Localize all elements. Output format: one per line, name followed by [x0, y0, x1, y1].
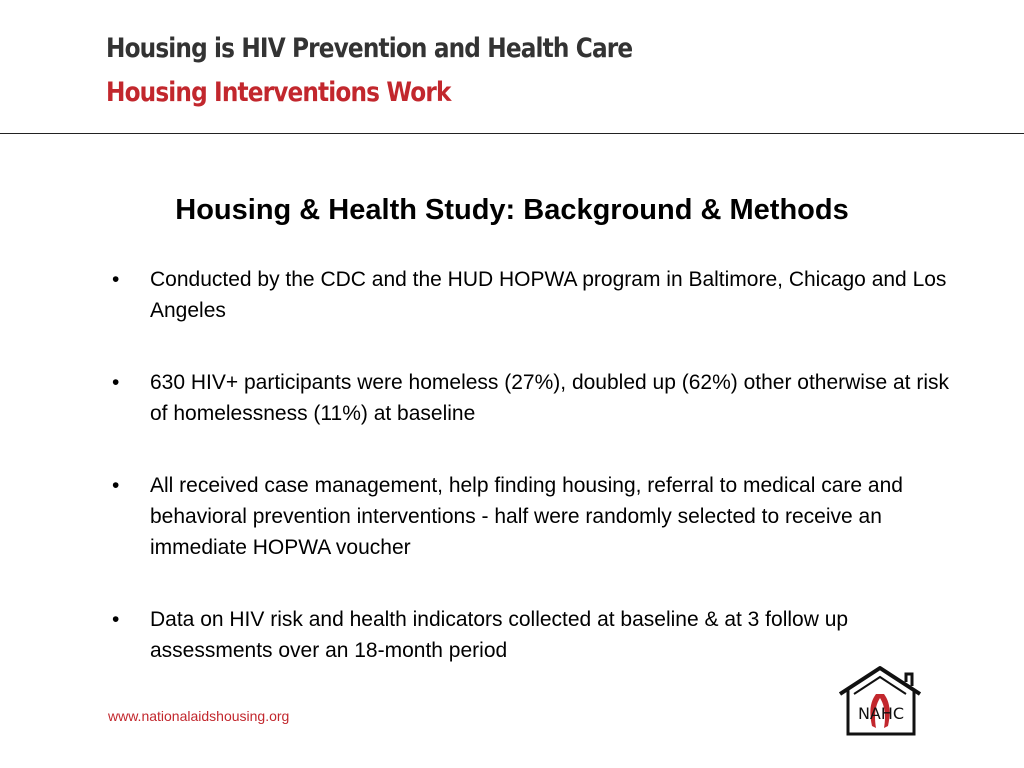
bullet-text: Data on HIV risk and health indicators collected at baseline & at 3 follow up assessments over an 18-month period: [150, 608, 849, 662]
bullet-item: [112, 604, 952, 666]
logo-text: NAHC: [857, 704, 905, 723]
nahc-logo: [836, 664, 924, 738]
footer-website-link[interactable]: www.nationalaidshousing.org: [108, 708, 290, 724]
bullet-list: [112, 264, 952, 707]
bullet-marker: •: [112, 371, 120, 394]
house-red-ribbon-icon: [836, 664, 924, 738]
bullet-text: Conducted by the CDC and the HUD HOPWA program in Baltimore, Chicago and Los Angeles: [150, 268, 947, 322]
bullet-text: 630 HIV+ participants were homeless (27%), doubled up (62%) other otherwise at risk of homelessness (11%) at baseline: [150, 371, 949, 425]
bullet-marker: •: [112, 474, 120, 497]
header-subtitle: Housing Interventions Work: [106, 77, 451, 108]
slide-title: Housing & Health Study: Background & Methods: [175, 194, 849, 226]
bullet-marker: •: [112, 268, 120, 291]
bullet-text: All received case management, help finding housing, referral to medical care and behavioral prevention interventions - half were randomly selected to receive an immediate HOPWA voucher: [150, 474, 903, 559]
bullet-item: [112, 470, 952, 563]
header-divider: [0, 133, 1024, 134]
bullet-item: [112, 264, 952, 326]
bullet-marker: •: [112, 608, 120, 631]
header-title: Housing is HIV Prevention and Health Care: [106, 33, 633, 64]
bullet-item: [112, 367, 952, 429]
